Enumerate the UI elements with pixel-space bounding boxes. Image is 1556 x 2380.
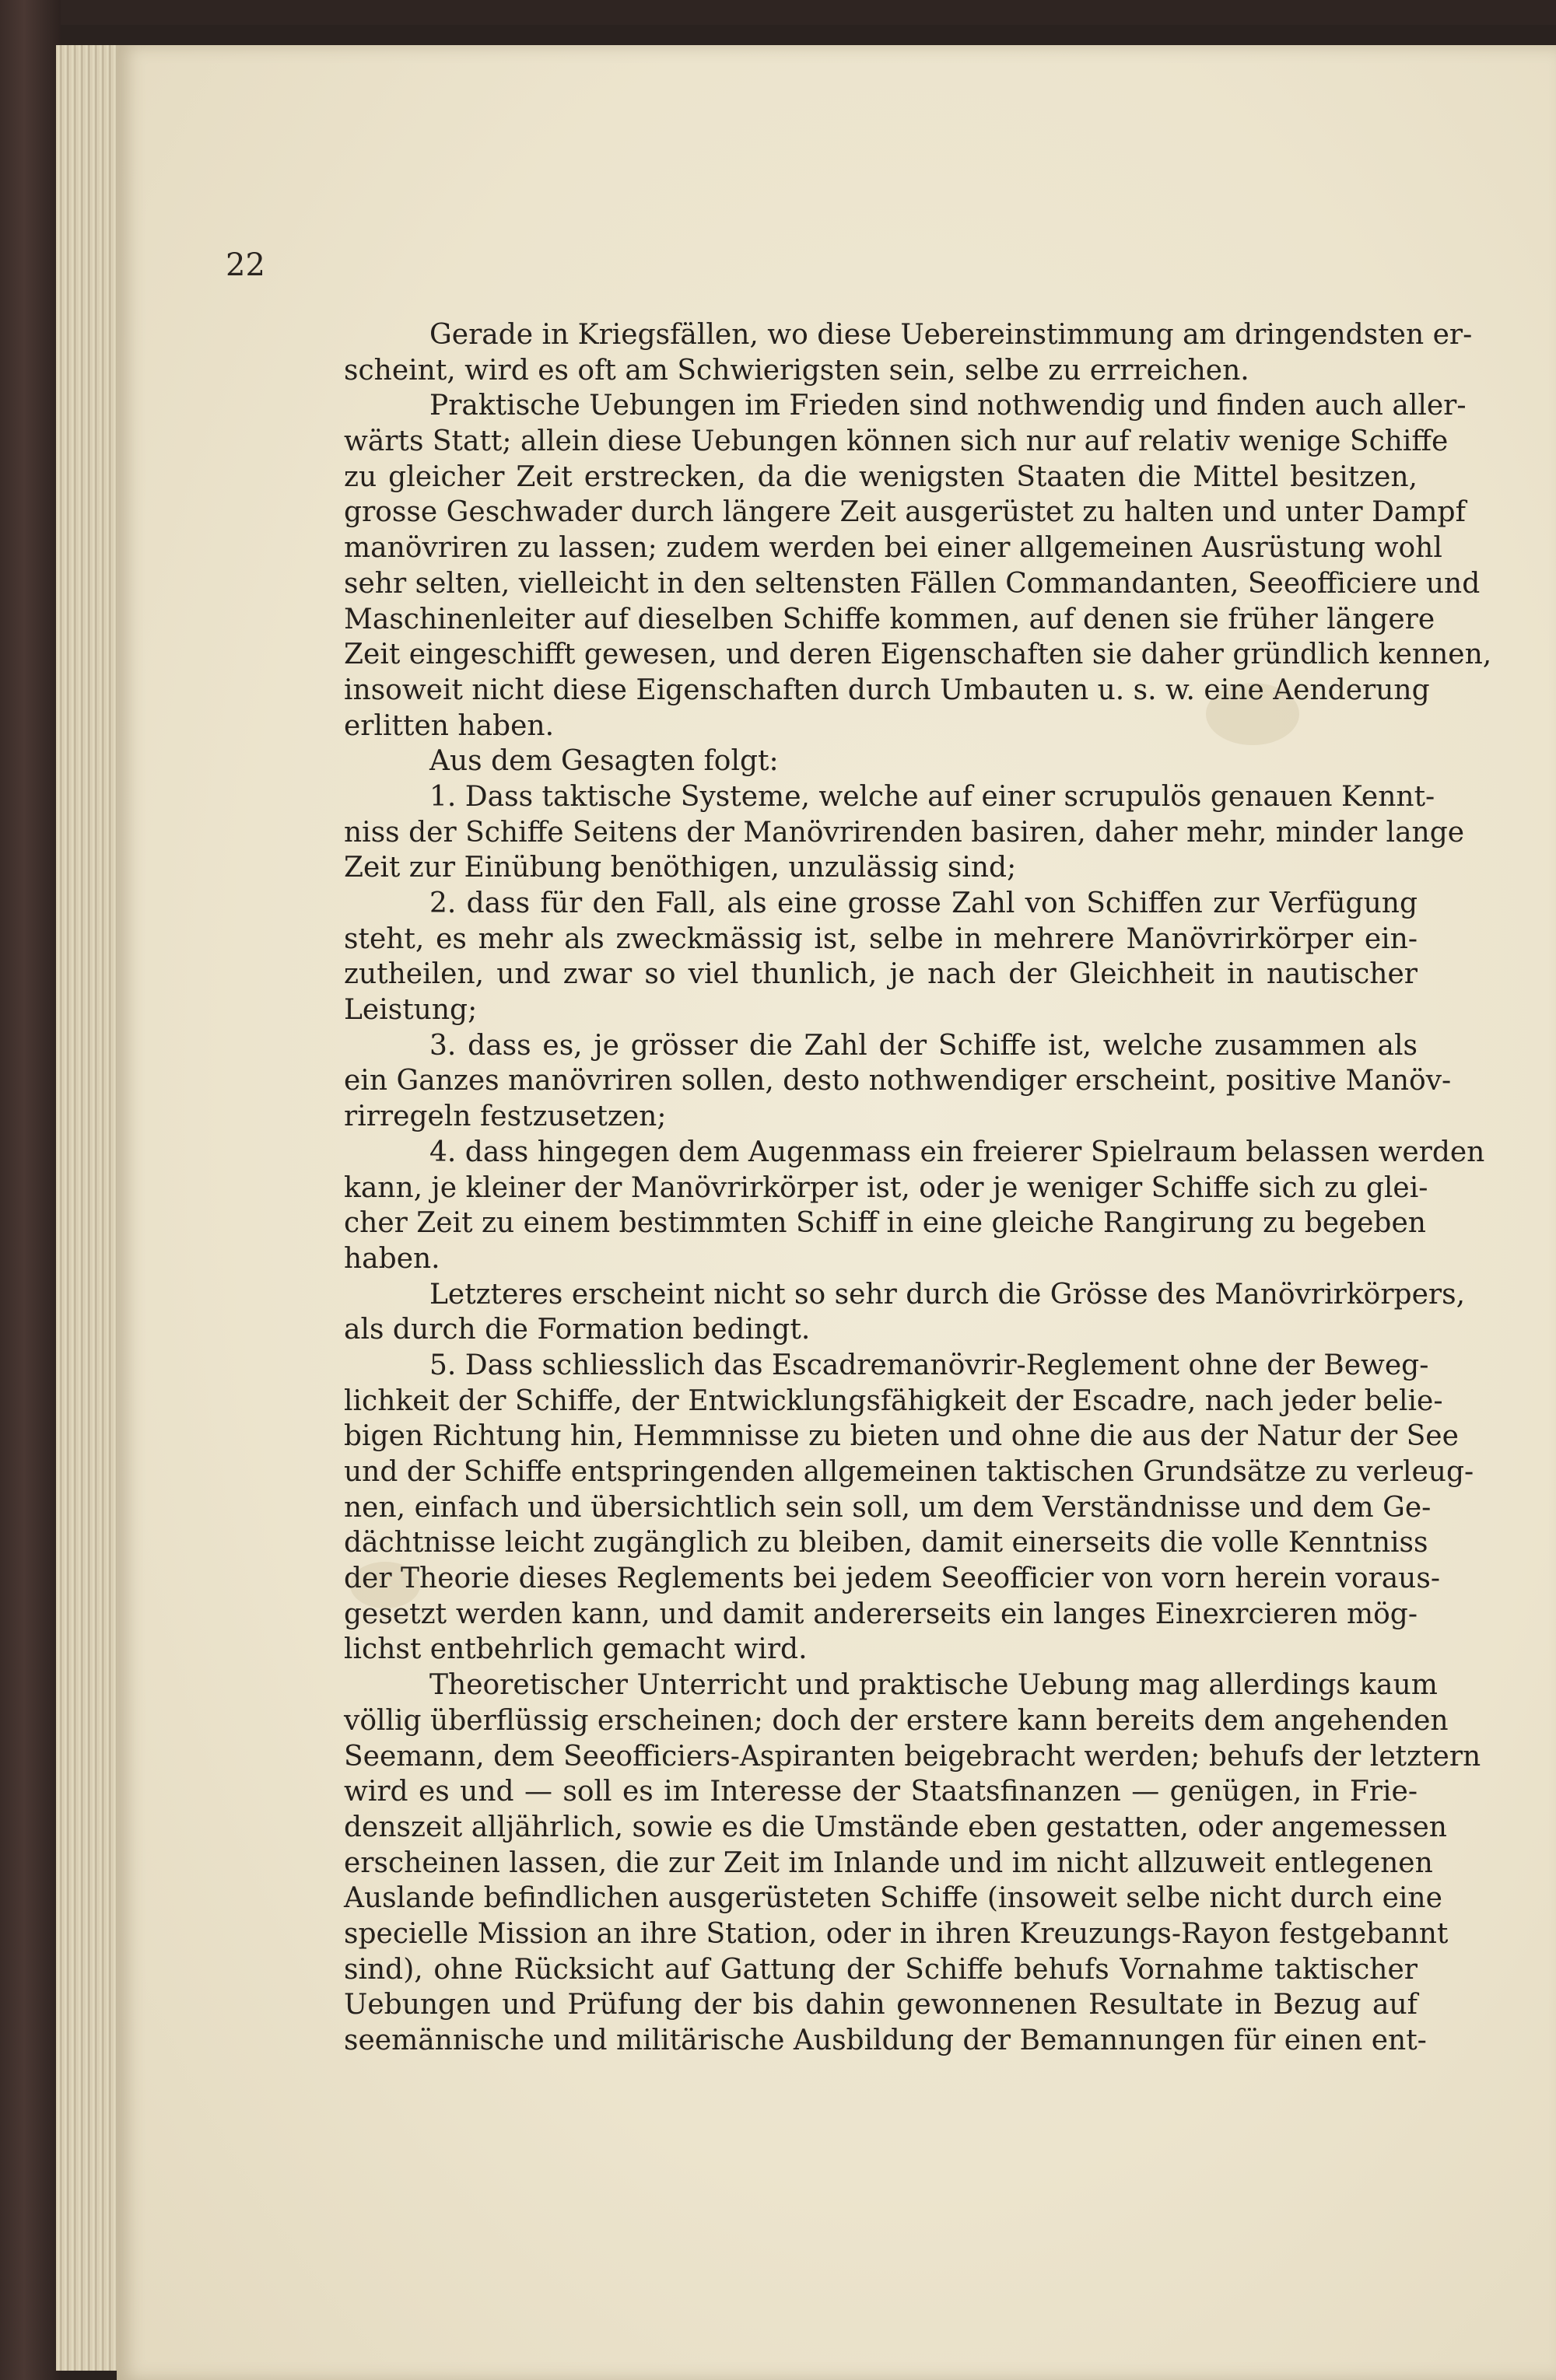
text-line: Zeit eingeschifft gewesen, und deren Eigenschaften sie daher gründlich kennen,	[344, 639, 1492, 671]
text-line: völlig überflüssig erscheinen; doch der erstere kann bereits dem angehenden	[344, 1704, 1449, 1737]
text-line: dächtnisse leicht zugänglich zu bleiben, damit einerseits die volle Kenntniss	[344, 1527, 1428, 1559]
text-line: Zeit zur Einübung benöthigen, unzulässig sind;	[344, 852, 1017, 884]
binding-top-edge	[0, 0, 1556, 25]
text-line: sehr selten, vielleicht in den seltensten Fällen Commandanten, Seeofficiere und	[344, 567, 1481, 600]
text-line: gesetzt werden kann, und damit andererseits ein langes Einexrcieren mög-	[344, 1598, 1418, 1630]
text-line: wärts Statt; allein diese Uebungen können sich nur auf relativ wenige Schiffe	[344, 425, 1449, 458]
text-line: denszeit alljährlich, sowie es die Umstände eben gestatten, oder angemessen	[344, 1811, 1447, 1843]
text-line: grosse Geschwader durch längere Zeit ausgerüstet zu halten und unter Dampf	[344, 496, 1466, 529]
text-line: kann, je kleiner der Manövrirkörper ist, oder je weniger Schiffe sich zu glei-	[344, 1171, 1428, 1204]
page-edges	[56, 45, 126, 2371]
text-line: niss der Schiffe Seitens der Manövrirenden basiren, daher mehr, minder lange	[344, 816, 1465, 849]
text-line: der Theorie dieses Reglements bei jedem Seeofficier von vorn herein voraus-	[344, 1563, 1441, 1595]
text-line: wird es und — soll es im Interesse der Staatsfinanzen — genügen, in Frie-	[344, 1776, 1418, 1808]
text-line: cher Zeit zu einem bestimmten Schiff in eine gleiche Rangirung zu begeben	[344, 1207, 1426, 1240]
text-line: ein Ganzes manövriren sollen, desto nothwendiger erscheint, positive Manöv-	[344, 1065, 1452, 1097]
text-line: rirregeln festzusetzen;	[344, 1101, 667, 1133]
text-line: steht, es mehr als zweckmässig ist, selbe in mehrere Manövrirkörper ein-	[344, 922, 1418, 955]
text-line: Auslande befindlichen ausgerüsteten Schiffe (insoweit selbe nicht durch eine	[344, 1882, 1442, 1915]
text-line: specielle Mission an ihre Station, oder in ihren Kreuzungs-Rayon festgebannt	[344, 1917, 1449, 1950]
text-line: als durch die Formation bedingt.	[344, 1314, 811, 1346]
text-line: insoweit nicht diese Eigenschaften durch Umbauten u. s. w. eine Aenderung	[344, 674, 1430, 706]
text-line: und der Schiffe entspringenden allgemeinen taktischen Grundsätze zu verleug-	[344, 1456, 1474, 1488]
text-line: 4. dass hingegen dem Augenmass ein freierer Spielraum belassen werden	[429, 1136, 1485, 1168]
text-line: 5. Dass schliesslich das Escadremanövrir-Reglement ohne der Beweg-	[429, 1349, 1429, 1381]
text-line: Leistung;	[344, 994, 478, 1027]
text-line: lichst entbehrlich gemacht wird.	[344, 1633, 808, 1666]
text-line: Maschinenleiter auf dieselben Schiffe kommen, auf denen sie früher längere	[344, 603, 1435, 635]
text-line: haben.	[344, 1242, 440, 1275]
text-line: Aus dem Gesagten folgt:	[429, 745, 779, 778]
text-line: manövriren zu lassen; zudem werden bei einer allgemeinen Ausrüstung wohl	[344, 532, 1442, 565]
text-line: Gerade in Kriegsfällen, wo diese Uebereinstimmung am dringendsten er-	[429, 319, 1473, 351]
text-line: zutheilen, und zwar so viel thunlich, je nach der Gleichheit in nautischer	[344, 958, 1418, 991]
book-binding	[0, 0, 61, 2380]
text-line: Theoretischer Unterricht und praktische Uebung mag allerdings kaum	[429, 1669, 1438, 1702]
text-line: sind), ohne Rücksicht auf Gattung der Schiffe behufs Vornahme taktischer	[344, 1953, 1418, 1986]
text-line: Praktische Uebungen im Frieden sind nothwendig und finden auch aller-	[429, 390, 1467, 422]
text-line: 3. dass es, je grösser die Zahl der Schiffe ist, welche zusammen als	[429, 1029, 1418, 1062]
text-line: lichkeit der Schiffe, der Entwicklungsfähigkeit der Escadre, nach jeder belie-	[344, 1384, 1443, 1417]
text-line: nen, einfach und übersichtlich sein soll, um dem Verständnisse und dem Ge-	[344, 1491, 1432, 1524]
text-line: 2. dass für den Fall, als eine grosse Zahl von Schiffen zur Verfügung	[429, 887, 1418, 919]
text-line: Seemann, dem Seeofficiers-Aspiranten beigebracht werden; behufs der letztern	[344, 1740, 1481, 1773]
text-line: erlitten haben.	[344, 709, 555, 742]
text-line: erscheinen lassen, die zur Zeit im Inlande und im nicht allzuweit entlegenen	[344, 1846, 1433, 1879]
text-line: scheint, wird es oft am Schwierigsten sein, selbe zu errreichen.	[344, 354, 1249, 387]
page-number: 22	[226, 247, 265, 283]
text-line: seemännische und militärische Ausbildung der Bemannungen für einen ent-	[344, 2025, 1427, 2056]
text-line: bigen Richtung hin, Hemmnisse zu bieten und ohne die aus der Natur der See	[344, 1420, 1459, 1453]
text-line: zu gleicher Zeit erstrecken, da die wenigsten Staaten die Mittel besitzen,	[344, 460, 1418, 493]
text-line: Uebungen und Prüfung der bis dahin gewonnenen Resultate in Bezug auf	[344, 1989, 1418, 2021]
text-line: 1. Dass taktische Systeme, welche auf einer scrupulös genauen Kennt-	[429, 780, 1435, 813]
text-line: Letzteres erscheint nicht so sehr durch die Grösse des Manövrirkörpers,	[429, 1278, 1466, 1311]
body-text	[344, 317, 1492, 2059]
